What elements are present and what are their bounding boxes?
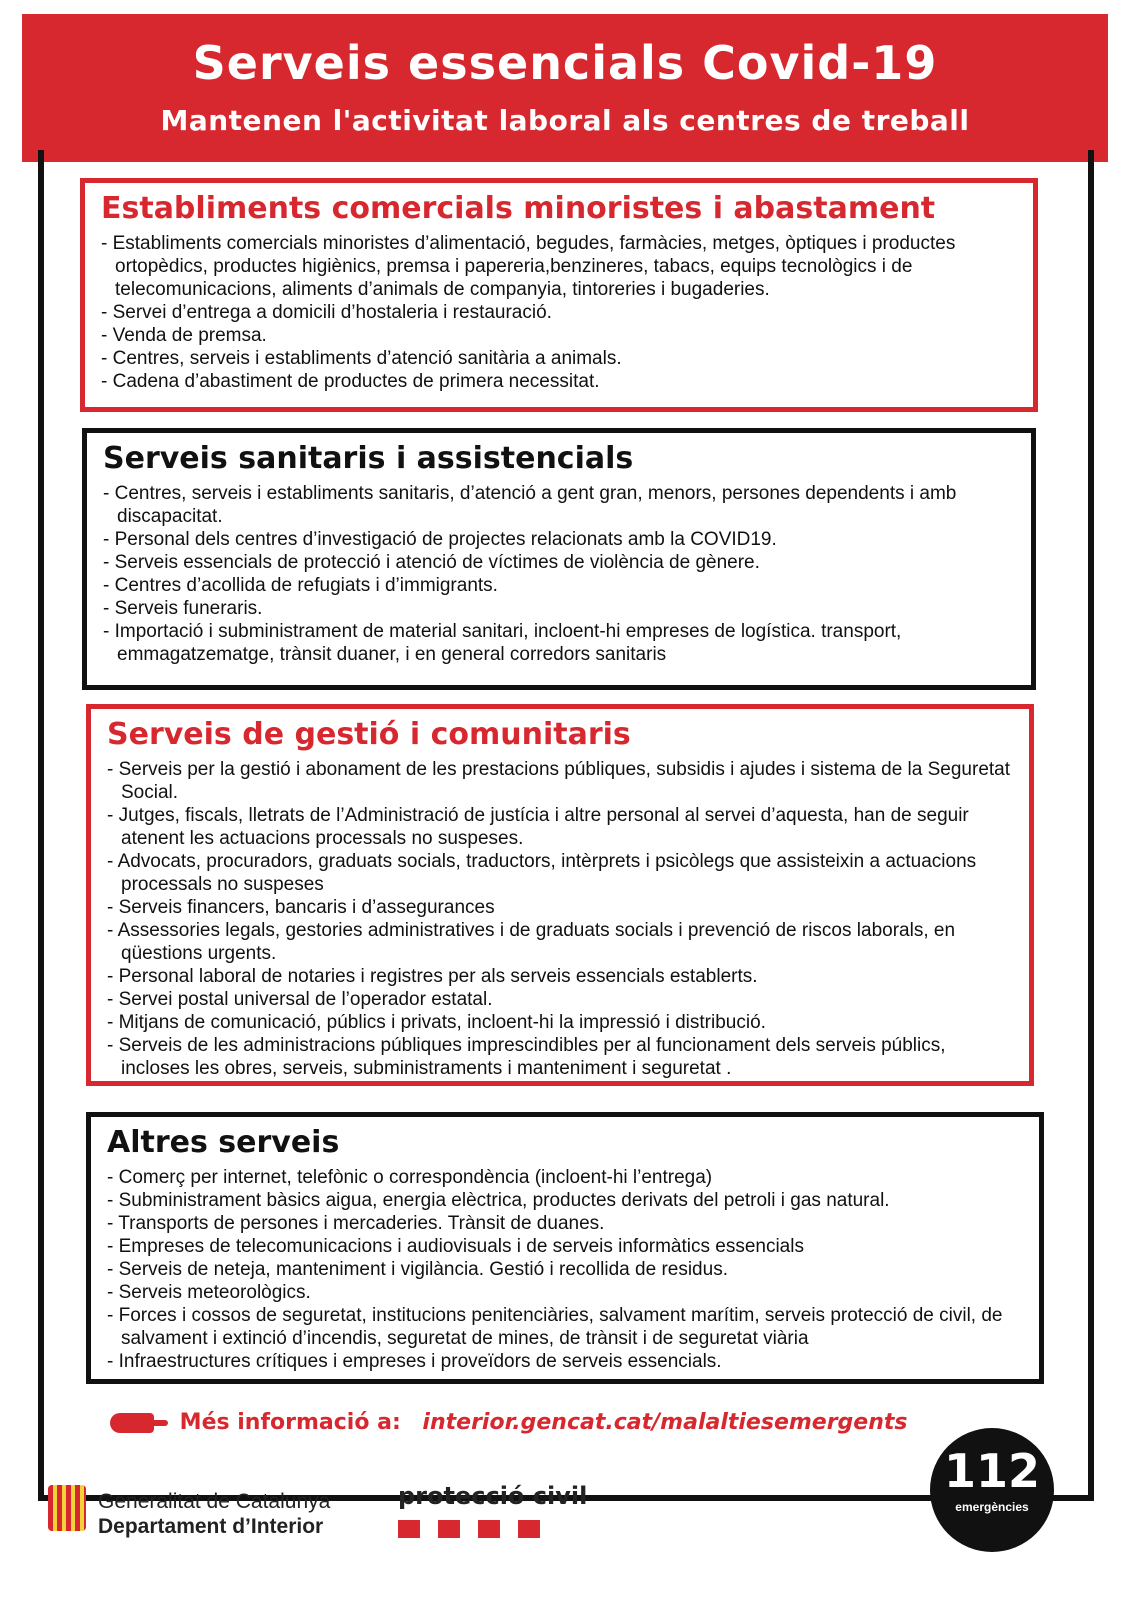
list-item: - Mitjans de comunicació, públics i privats, incloent-hi la impressió i distribució. bbox=[107, 1011, 1015, 1034]
section-title: Establiments comercials minoristes i abastament bbox=[101, 191, 936, 226]
list-item: - Servei d’entrega a domicili d’hostaleria i restauració. bbox=[101, 301, 1019, 324]
list-item: - Personal laboral de notaries i registres per als serveis essencials establerts. bbox=[107, 965, 1015, 988]
emergency-number: 112 bbox=[943, 1444, 1041, 1498]
proteccio-civil-label: protecció civil bbox=[398, 1482, 588, 1510]
list-item: - Serveis de les administracions públiques imprescindibles per al funcionament dels serveis públics, incloses les obres, serveis, subministraments i manteniment i seguretat . bbox=[107, 1034, 1015, 1080]
list-item: - Forces i cossos de seguretat, institucions penitenciàries, salvament marítim, serveis protecció de civil, de salvament i extinció d’incendis, seguretat de mines, de trànsit i de seguretat viària bbox=[107, 1304, 1025, 1350]
page-title: Serveis essencials Covid-19 bbox=[192, 36, 938, 90]
section-title: Serveis sanitaris i assistencials bbox=[103, 441, 634, 476]
section-other bbox=[86, 1112, 1044, 1384]
list-item: - Venda de premsa. bbox=[101, 324, 1019, 347]
list-item: - Assessories legals, gestories administratives i de graduats socials i prevenció de riscos laborals, en qüestions urgents. bbox=[107, 919, 1015, 965]
list-item: - Establiments comercials minoristes d’alimentació, begudes, farmàcies, metges, òptiques i productes ortopèdics, productes higiènics, premsa i papereria,benzineres, tabacs, equips tecnològics i de telecomunicacions, aliments d’animals de companyia, tintoreries i bugaderies. bbox=[101, 232, 1019, 301]
list-item: - Jutges, fiscals, lletrats de l’Administració de justícia i altre personal al servei d’aquesta, han de seguir atenent les actuacions processals no suspeses. bbox=[107, 804, 1015, 850]
more-info-link[interactable]: interior.gencat.cat/malaltiesemergents bbox=[422, 1410, 908, 1435]
emergency-label: emergències bbox=[955, 1500, 1029, 1514]
emergency-112-badge bbox=[930, 1428, 1054, 1552]
section-title: Altres serveis bbox=[107, 1125, 340, 1160]
gov-name: Generalitat de Catalunya bbox=[98, 1490, 331, 1513]
list-item: - Serveis essencials de protecció i atenció de víctimes de violència de gènere. bbox=[103, 551, 1017, 574]
list-item: - Servei postal universal de l’operador estatal. bbox=[107, 988, 1015, 1011]
list-item: - Serveis funeraris. bbox=[103, 597, 1017, 620]
list-item: - Centres, serveis i establiments d’atenció sanitària a animals. bbox=[101, 347, 1019, 370]
section-management bbox=[86, 704, 1034, 1086]
header-banner bbox=[22, 14, 1108, 162]
red-squares-icon bbox=[398, 1520, 587, 1538]
catalan-flag-icon bbox=[48, 1485, 86, 1531]
list-item: - Advocats, procuradors, graduats socials, traductors, intèrprets i psicòlegs que assisteixin a actuacions processals no suspeses bbox=[107, 850, 1015, 896]
section-retail bbox=[80, 178, 1038, 412]
page-subtitle: Mantenen l'activitat laboral als centres de treball bbox=[160, 104, 970, 137]
pointing-hand-icon bbox=[110, 1413, 154, 1433]
list-item: - Serveis meteorològics. bbox=[107, 1281, 1025, 1304]
section-title: Serveis de gestió i comunitaris bbox=[107, 717, 631, 752]
list-item: - Infraestructures crítiques i empreses i proveïdors de serveis essencials. bbox=[107, 1350, 1025, 1373]
list-item: - Cadena d’abastiment de productes de primera necessitat. bbox=[101, 370, 1019, 393]
list-item: - Transports de persones i mercaderies. Trànsit de duanes. bbox=[107, 1212, 1025, 1235]
list-item: - Importació i subministrament de material sanitari, incloent-hi empreses de logística. transport, emmagatzematge, trànsit duaner, i en general corredors sanitaris bbox=[103, 620, 1017, 666]
list-item: - Serveis de neteja, manteniment i vigilància. Gestió i recollida de residus. bbox=[107, 1258, 1025, 1281]
list-item: - Centres, serveis i establiments sanitaris, d’atenció a gent gran, menors, persones dependents i amb discapacitat. bbox=[103, 482, 1017, 528]
section-health bbox=[82, 428, 1036, 690]
more-info-label: Més informació a: bbox=[179, 1410, 401, 1435]
proteccio-civil-logo bbox=[398, 1482, 587, 1538]
more-info bbox=[110, 1410, 908, 1435]
department-name: Departament d’Interior bbox=[98, 1515, 324, 1538]
list-item: - Serveis financers, bancaris i d’assegurances bbox=[107, 896, 1015, 919]
list-item: - Serveis per la gestió i abonament de les prestacions públiques, subsidis i ajudes i sistema de la Seguretat Social. bbox=[107, 758, 1015, 804]
list-item: - Empreses de telecomunicacions i audiovisuals i de serveis informàtics essencials bbox=[107, 1235, 1025, 1258]
list-item: - Comerç per internet, telefònic o correspondència (incloent-hi l’entrega) bbox=[107, 1166, 1025, 1189]
list-item: - Centres d’acollida de refugiats i d’immigrants. bbox=[103, 574, 1017, 597]
list-item: - Subministrament bàsics aigua, energia elèctrica, productes derivats del petroli i gas natural. bbox=[107, 1189, 1025, 1212]
list-item: - Personal dels centres d’investigació de projectes relacionats amb la COVID19. bbox=[103, 528, 1017, 551]
